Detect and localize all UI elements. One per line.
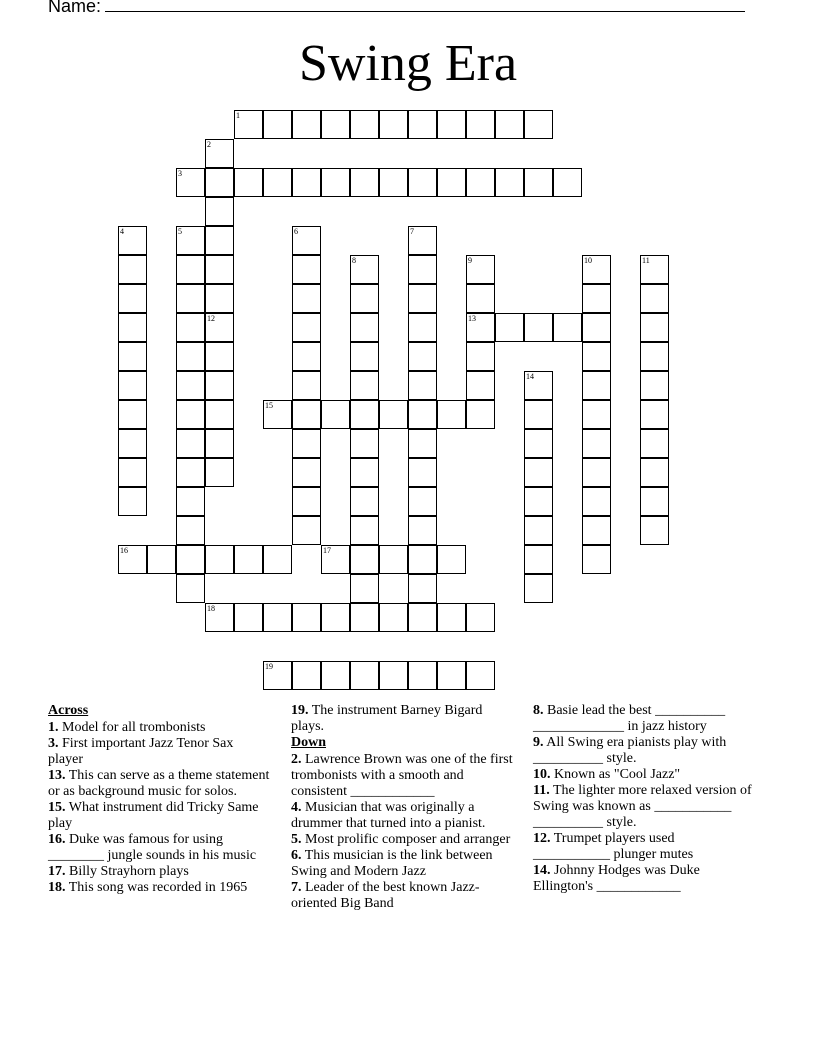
crossword-cell[interactable] — [350, 110, 379, 139]
crossword-cell[interactable] — [640, 429, 669, 458]
crossword-cell[interactable] — [176, 516, 205, 545]
crossword-cell[interactable] — [408, 342, 437, 371]
crossword-cell[interactable] — [176, 458, 205, 487]
crossword-cell[interactable] — [582, 313, 611, 342]
crossword-cell[interactable] — [408, 255, 437, 284]
crossword-cell[interactable] — [437, 545, 466, 574]
crossword-cell[interactable] — [640, 371, 669, 400]
crossword-cell[interactable] — [350, 661, 379, 690]
crossword-cell[interactable] — [495, 313, 524, 342]
crossword-cell[interactable] — [321, 603, 350, 632]
crossword-cell[interactable] — [292, 487, 321, 516]
crossword-cell[interactable] — [466, 371, 495, 400]
clue-down-5: 5. Most prolific composer and arranger — [291, 832, 511, 847]
crossword-cell[interactable] — [408, 574, 437, 603]
clue-number: 15 — [265, 401, 273, 410]
crossword-cell[interactable] — [176, 313, 205, 342]
clue-across-18: 18. This song was recorded in 1965 — [48, 880, 248, 895]
crossword-cell[interactable] — [524, 168, 553, 197]
crossword-cell[interactable] — [350, 545, 379, 574]
crossword-cell[interactable] — [118, 371, 147, 400]
crossword-cell[interactable] — [524, 487, 553, 516]
crossword-cell[interactable] — [640, 284, 669, 313]
clue-across-3: 3. First important Jazz Tenor Sax player — [48, 736, 234, 767]
crossword-cell[interactable] — [524, 313, 553, 342]
crossword-cell[interactable] — [379, 168, 408, 197]
clues-column-1 — [48, 703, 270, 896]
crossword-cell[interactable] — [379, 110, 408, 139]
crossword-cell[interactable] — [118, 284, 147, 313]
crossword-cell[interactable] — [379, 661, 408, 690]
crossword-cell[interactable] — [321, 168, 350, 197]
crossword-cell[interactable] — [234, 545, 263, 574]
crossword-cell[interactable] — [408, 313, 437, 342]
crossword-cell[interactable] — [147, 545, 176, 574]
crossword-cell[interactable] — [408, 168, 437, 197]
clue-number: 9 — [468, 256, 472, 265]
crossword-cell[interactable] — [321, 661, 350, 690]
crossword-cell[interactable] — [408, 110, 437, 139]
crossword-cell[interactable] — [176, 371, 205, 400]
crossword-cell[interactable] — [263, 545, 292, 574]
crossword-cell[interactable] — [640, 400, 669, 429]
crossword-cell[interactable] — [205, 429, 234, 458]
crossword-cell[interactable] — [524, 458, 553, 487]
crossword-cell[interactable] — [176, 400, 205, 429]
clue-across-19: 19. The instrument Barney Bigard plays. — [291, 703, 483, 734]
clue-across-13: 13. This can serve as a theme statement or as background music for solos. — [48, 768, 270, 799]
crossword-cell[interactable] — [176, 226, 205, 255]
crossword-cell[interactable] — [292, 400, 321, 429]
clue-across-17: 17. Billy Strayhorn plays — [48, 864, 189, 879]
clue-number: 3 — [178, 169, 182, 178]
crossword-cell[interactable] — [582, 545, 611, 574]
name-field[interactable] — [48, 0, 745, 17]
crossword-cell[interactable] — [408, 661, 437, 690]
crossword-cell[interactable] — [292, 284, 321, 313]
clue-number: 18 — [207, 604, 215, 613]
name-label: Name: — [48, 0, 102, 16]
crossword-cell[interactable] — [263, 400, 292, 429]
crossword-cell[interactable] — [205, 168, 234, 197]
crossword-cell[interactable] — [495, 110, 524, 139]
crossword-cell[interactable] — [176, 168, 205, 197]
crossword-cell[interactable] — [205, 342, 234, 371]
crossword-cell[interactable] — [263, 168, 292, 197]
clue-number: 6 — [294, 227, 298, 236]
crossword-cell[interactable] — [205, 400, 234, 429]
clue-number: 11 — [642, 256, 650, 265]
crossword-cell[interactable] — [118, 255, 147, 284]
crossword-cell[interactable] — [379, 545, 408, 574]
clues-column-2 — [291, 703, 517, 912]
crossword-cell[interactable] — [176, 342, 205, 371]
crossword-cell[interactable] — [350, 313, 379, 342]
clue-number: 17 — [323, 546, 331, 555]
crossword-cell[interactable] — [640, 313, 669, 342]
crossword-cell[interactable] — [292, 371, 321, 400]
clue-down-14: 14. Johnny Hodges was Duke Ellington's ____________ — [533, 863, 700, 894]
crossword-cell[interactable] — [466, 168, 495, 197]
crossword-cell[interactable] — [466, 255, 495, 284]
page-title: Swing Era — [298, 35, 518, 92]
crossword-cell[interactable] — [408, 400, 437, 429]
crossword-cell[interactable] — [466, 110, 495, 139]
crossword-cell[interactable] — [118, 458, 147, 487]
crossword-cell[interactable] — [292, 429, 321, 458]
clue-number: 8 — [352, 256, 356, 265]
crossword-cell[interactable] — [437, 110, 466, 139]
clue-down-2: 2. Lawrence Brown was one of the first trombonists with a smooth and consistent ____________ — [291, 752, 513, 799]
crossword-cell[interactable] — [350, 284, 379, 313]
crossword-cell[interactable] — [408, 516, 437, 545]
crossword-cell[interactable] — [437, 603, 466, 632]
crossword-cell[interactable] — [205, 458, 234, 487]
clue-number: 19 — [265, 662, 273, 671]
crossword-cell[interactable] — [292, 110, 321, 139]
crossword-cell[interactable] — [350, 487, 379, 516]
crossword-cell[interactable] — [408, 284, 437, 313]
crossword-cell[interactable] — [118, 545, 147, 574]
crossword-cell[interactable] — [640, 516, 669, 545]
crossword-cell[interactable] — [408, 429, 437, 458]
crossword-cell[interactable] — [582, 429, 611, 458]
crossword-cell[interactable] — [205, 284, 234, 313]
clue-down-7: 7. Leader of the best known Jazz-oriented Big Band — [291, 880, 480, 911]
crossword-cell[interactable] — [292, 226, 321, 255]
crossword-cell[interactable] — [350, 516, 379, 545]
crossword-cell[interactable] — [379, 603, 408, 632]
crossword-cell[interactable] — [408, 487, 437, 516]
crossword-cell[interactable] — [292, 342, 321, 371]
crossword-cell[interactable] — [582, 458, 611, 487]
crossword-cell[interactable] — [205, 139, 234, 168]
crossword-cell[interactable] — [118, 429, 147, 458]
crossword-cell[interactable] — [582, 400, 611, 429]
crossword-cell[interactable] — [292, 516, 321, 545]
clue-across-1: 1. Model for all trombonists — [48, 720, 206, 735]
crossword-cell[interactable] — [640, 255, 669, 284]
crossword-cell[interactable] — [292, 458, 321, 487]
crossword-cell[interactable] — [524, 429, 553, 458]
crossword-cell[interactable] — [176, 255, 205, 284]
crossword-cell[interactable] — [205, 603, 234, 632]
crossword-cell[interactable] — [408, 603, 437, 632]
crossword-cell[interactable] — [582, 284, 611, 313]
clue-across-16: 16. Duke was famous for using ________ jungle sounds in his music — [48, 832, 257, 863]
crossword-cell[interactable] — [350, 574, 379, 603]
across-heading: Across — [48, 703, 89, 718]
crossword-cell[interactable] — [205, 313, 234, 342]
crossword-cell[interactable] — [263, 110, 292, 139]
clue-down-12: 12. Trumpet players used ___________ plunger mutes — [533, 831, 694, 862]
clues-column-3 — [533, 703, 755, 895]
crossword-cell[interactable] — [466, 284, 495, 313]
crossword-cell[interactable] — [205, 226, 234, 255]
clue-number: 7 — [410, 227, 414, 236]
crossword-cell[interactable] — [205, 371, 234, 400]
crossword-cell[interactable] — [118, 342, 147, 371]
clue-number: 1 — [236, 111, 240, 120]
crossword-cell[interactable] — [524, 400, 553, 429]
crossword-cell[interactable] — [292, 168, 321, 197]
crossword-cell[interactable] — [524, 110, 553, 139]
crossword-cell[interactable] — [466, 342, 495, 371]
crossword-cell[interactable] — [437, 661, 466, 690]
crossword-cell[interactable] — [292, 661, 321, 690]
crossword-cell[interactable] — [205, 197, 234, 226]
crossword-cell[interactable] — [205, 255, 234, 284]
crossword-cell[interactable] — [466, 400, 495, 429]
crossword-cell[interactable] — [640, 458, 669, 487]
crossword-cell[interactable] — [437, 168, 466, 197]
crossword-cell[interactable] — [292, 603, 321, 632]
crossword-cell[interactable] — [466, 603, 495, 632]
crossword-cell[interactable] — [263, 661, 292, 690]
crossword-cell[interactable] — [408, 458, 437, 487]
crossword-cell[interactable] — [292, 313, 321, 342]
crossword-cell[interactable] — [582, 487, 611, 516]
crossword-cell[interactable] — [321, 110, 350, 139]
crossword-cell[interactable] — [350, 603, 379, 632]
crossword-cell[interactable] — [553, 168, 582, 197]
crossword-cell[interactable] — [408, 371, 437, 400]
crossword-cell[interactable] — [466, 661, 495, 690]
crossword-cell[interactable] — [176, 487, 205, 516]
crossword-cell[interactable] — [205, 545, 234, 574]
crossword-cell[interactable] — [176, 284, 205, 313]
clue-number: 14 — [526, 372, 534, 381]
crossword-cell[interactable] — [176, 574, 205, 603]
clue-number: 13 — [468, 314, 476, 323]
clue-down-4: 4. Musician that was originally a drummer that turned into a pianist. — [291, 800, 486, 831]
crossword-cell[interactable] — [118, 487, 147, 516]
crossword-cell[interactable] — [350, 342, 379, 371]
crossword-cell[interactable] — [118, 313, 147, 342]
crossword-cell[interactable] — [350, 255, 379, 284]
clue-across-15: 15. What instrument did Tricky Same play — [48, 800, 259, 831]
clue-down-6: 6. This musician is the link between Swing and Modern Jazz — [291, 848, 493, 879]
clue-number: 12 — [207, 314, 215, 323]
crossword-cell[interactable] — [234, 110, 263, 139]
crossword-cell[interactable] — [176, 429, 205, 458]
clue-down-8: 8. Basie lead the best __________ _____________ in jazz history — [533, 703, 726, 734]
crossword-cell[interactable] — [321, 400, 350, 429]
crossword-cell[interactable] — [118, 226, 147, 255]
crossword-cell[interactable] — [582, 516, 611, 545]
crossword-cell[interactable] — [350, 168, 379, 197]
crossword-cell[interactable] — [640, 487, 669, 516]
clue-number: 4 — [120, 227, 124, 236]
clue-number: 16 — [120, 546, 128, 555]
crossword-cell[interactable] — [582, 342, 611, 371]
clue-number: 2 — [207, 140, 211, 149]
crossword-cell[interactable] — [350, 371, 379, 400]
crossword-cell[interactable] — [408, 545, 437, 574]
crossword-cell[interactable] — [350, 400, 379, 429]
crossword-cell[interactable] — [437, 400, 466, 429]
crossword-cell[interactable] — [234, 168, 263, 197]
crossword-cell[interactable] — [321, 545, 350, 574]
crossword-cell[interactable] — [350, 429, 379, 458]
crossword-cell[interactable] — [350, 458, 379, 487]
crossword-cell[interactable] — [553, 313, 582, 342]
crossword-cell[interactable] — [524, 371, 553, 400]
clue-down-11: 11. The lighter more relaxed version of Swing was known as ___________ __________ style. — [533, 783, 752, 830]
clue-down-10: 10. Known as "Cool Jazz" — [533, 767, 681, 782]
crossword-cell[interactable] — [495, 168, 524, 197]
crossword-cell[interactable] — [582, 255, 611, 284]
crossword-cell[interactable] — [234, 603, 263, 632]
crossword-cell[interactable] — [292, 255, 321, 284]
crossword-cell[interactable] — [524, 516, 553, 545]
crossword-cell[interactable] — [379, 400, 408, 429]
clue-down-9: 9. All Swing era pianists play with __________ style. — [533, 735, 727, 766]
crossword-cell[interactable] — [408, 226, 437, 255]
crossword-cell[interactable] — [640, 342, 669, 371]
crossword-cell[interactable] — [524, 545, 553, 574]
down-heading: Down — [291, 735, 327, 750]
clue-number: 5 — [178, 227, 182, 236]
crossword-cell[interactable] — [582, 371, 611, 400]
name-line[interactable] — [105, 0, 745, 12]
crossword-cell[interactable] — [466, 313, 495, 342]
clue-number: 10 — [584, 256, 592, 265]
crossword-cell[interactable] — [263, 603, 292, 632]
crossword-cell[interactable] — [118, 400, 147, 429]
crossword-cell[interactable] — [524, 574, 553, 603]
crossword-cell[interactable] — [176, 545, 205, 574]
